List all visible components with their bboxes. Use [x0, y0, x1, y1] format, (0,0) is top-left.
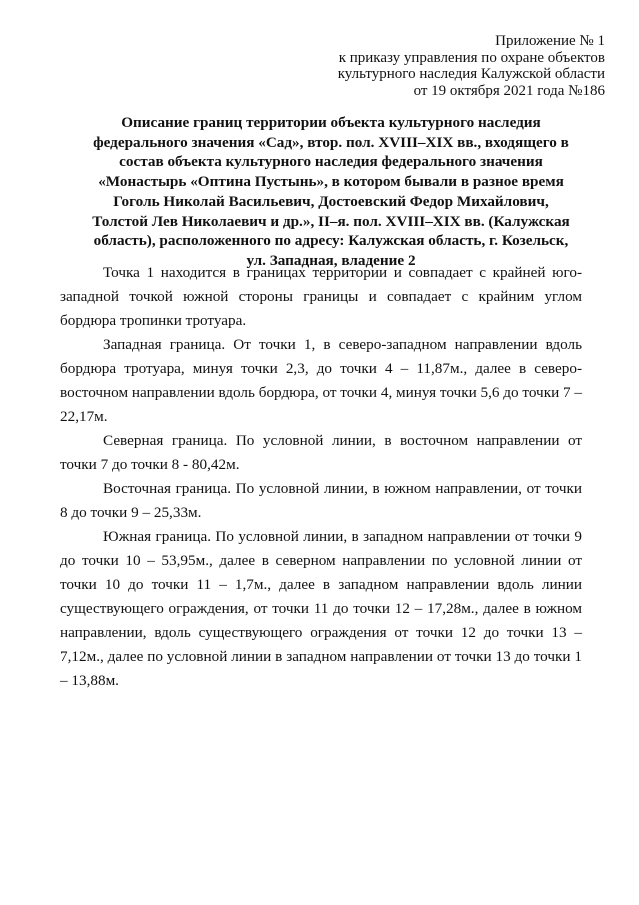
paragraph-west-border: Западная граница. От точки 1, в северо-западном направлении вдоль бордюра тротуара, минуя точки 2,3, до точки 4 – 11,87м., далее в северо-восточном направлении вдоль бордюра, от точки 4, минуя точки 5,6 до точки 7 – 22,17м. — [60, 336, 582, 425]
appendix-number: Приложение № 1 — [495, 33, 605, 49]
paragraph-north-border: Северная граница. По условной линии, в восточном направлении от точки 7 до точки 8 - 80,42м. — [60, 432, 582, 473]
appendix-authority: культурного наследия Калужской области — [337, 66, 605, 82]
appendix-date: от 19 октября 2021 года №186 — [413, 82, 605, 99]
appendix-header — [275, 33, 605, 99]
paragraph-point-1: Точка 1 находится в границах территории и совпадает с крайней юго-западной точкой южной стороны границы и совпадает с крайним углом бордюра тропинки тротуара. — [60, 264, 582, 329]
paragraph-south-border: Южная граница. По условной линии, в западном направлении от точки 9 до точки 10 – 53,95м., далее в северном направлении по условной линии от точки 10 до точки 11 – 1,7м., далее в западном направлении вдоль линии существующего ограждения, от точки 11 до точки 12 – 17,28м., далее в южном направлении, вдоль существующего ограждения от точки 12 до точки 13 – 7,12м., далее по условной линии в западном направлении от точки 13 до точки 1 – 13,88м. — [60, 528, 582, 689]
document-body — [60, 261, 582, 693]
appendix-order-ref: к приказу управления по охране объектов — [338, 49, 605, 66]
document-title: Описание границ территории объекта культурного наследия федерального значения «Сад», втор. пол. XVIII–XIX вв., входящего в состав объекта культурного наследия федерального значения «Монастырь «Оптина Пустынь», в котором бывали в разное время Гоголь Николай Васильевич, Достоевский Федор Михайлович, Толстой Лев Николаевич и др.», II–я. пол. XVIII–XIX вв. (Калужская область), расположенного по адресу: Калужская область, г. Козельск, ул. Западная, владение 2 — [92, 114, 570, 269]
paragraph-east-border: Восточная граница. По условной линии, в южном направлении, от точки 8 до точки 9 – 25,33м. — [60, 480, 582, 521]
